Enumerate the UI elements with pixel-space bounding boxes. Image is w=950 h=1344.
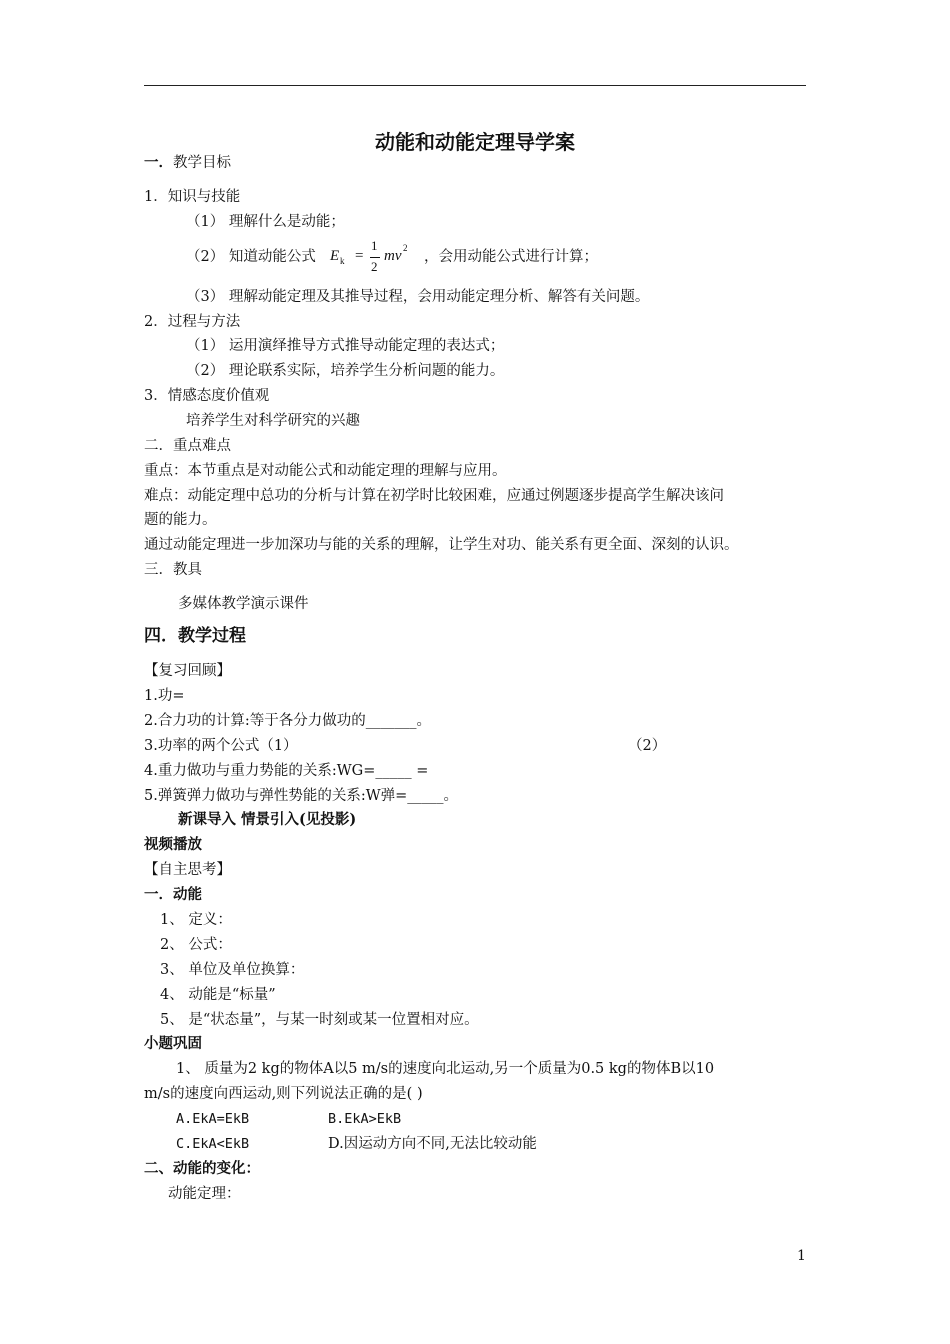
review-item-5: 5.弹簧弹力做功与弹性势能的关系:W弹=_____。: [144, 788, 459, 804]
option-d: D.因运动方向不同,无法比较动能: [328, 1136, 537, 1152]
formula-fraction-bar: [370, 257, 380, 258]
difficulty-line-2: 题的能力。: [144, 512, 217, 528]
section-2-heading: 二．重点难点: [144, 438, 231, 454]
document-title: 动能和动能定理导学案: [375, 130, 575, 154]
ke-item-5: 5、 是“状态量”，与某一时刻或某一位置相对应。: [160, 1012, 479, 1028]
attitude-heading: 3．情感态度价值观: [144, 388, 270, 404]
ke-change-heading: 二、动能的变化：: [144, 1160, 260, 1177]
formula-E: E: [330, 248, 340, 264]
review-item-2: 2.合力功的计算:等于各分力做功的_______。: [144, 713, 431, 729]
goal-2-2: （2） 理论联系实际，培养学生分析问题的能力。: [186, 363, 505, 379]
review-item-3-second: （2）: [628, 738, 667, 754]
key-point: 重点：本节重点是对动能公式和动能定理的理解与应用。: [144, 463, 507, 479]
kinetic-energy-heading: 一．动能: [144, 886, 202, 903]
option-b: B.EkA>EkB: [328, 1111, 402, 1127]
formula-equals: =: [355, 248, 364, 264]
question-1-line-2: m/s的速度向西运动,则下列说法正确的是( ): [144, 1086, 423, 1102]
formula-square: 2: [403, 243, 408, 253]
formula-numerator: 1: [371, 238, 378, 253]
ke-item-3: 3、 单位及单位换算：: [160, 962, 305, 978]
goal-2-1: （1） 运用演绎推导方式推导动能定理的表达式；: [186, 338, 505, 354]
formula-denominator: 2: [371, 259, 378, 274]
goal-3-1: 培养学生对科学研究的兴趣: [186, 413, 360, 429]
self-thinking-heading: 【自主思考】: [144, 862, 231, 878]
quiz-heading: 小题巩固: [144, 1035, 202, 1052]
difficulty-line-1: 难点：动能定理中总功的分析与计算在初学时比较困难，应通过例题逐步提高学生解决该问: [144, 488, 724, 504]
question-1-line-1: 1、 质量为2 kg的物体A以5 m/s的速度向北运动,另一个质量为0.5 kg的物体B以10: [176, 1061, 715, 1077]
new-lesson-intro: 新课导入 情景引入(见投影): [178, 811, 357, 828]
formula-k: k: [340, 256, 345, 266]
header-rule: [144, 85, 806, 86]
section-1-heading: [144, 154, 231, 172]
review-item-1: 1.功=: [144, 688, 185, 704]
section-4-heading: 四．教学过程: [144, 626, 246, 646]
option-c: C.EkA<EkB: [176, 1136, 250, 1152]
goal-1-1: （1） 理解什么是动能；: [186, 214, 345, 230]
goal-1-2-text-end: ，会用动能公式进行计算；: [424, 249, 598, 265]
video-playback: 视频播放: [144, 836, 202, 853]
review-item-4: 4.重力做功与重力势能的关系:WG=_____ =: [144, 763, 429, 779]
section-1-number: 一．: [144, 154, 173, 171]
page-number: 1: [797, 1248, 806, 1264]
option-a: A.EkA=EkB: [176, 1111, 250, 1127]
ke-item-4: 4、 动能是“标量”: [160, 987, 276, 1003]
formula-mv: mv: [384, 248, 402, 264]
section-3-heading: 三．教具: [144, 562, 202, 578]
goal-1-2-text: （2） 知道动能公式: [186, 249, 316, 265]
knowledge-skills-heading: 1．知识与技能: [144, 189, 241, 205]
kinetic-energy-formula: [330, 238, 420, 278]
teaching-aids: 多媒体教学演示课件: [178, 596, 309, 612]
ke-item-2: 2、 公式：: [160, 937, 232, 953]
difficulty-note: 通过动能定理进一步加深功与能的关系的理解，让学生对功、能关系有更全面、深刻的认识。: [144, 537, 739, 553]
section-1-title: 教学目标: [173, 155, 231, 171]
review-heading: 【复习回顾】: [144, 663, 231, 679]
process-method-heading: 2．过程与方法: [144, 314, 241, 330]
review-item-3: 3.功率的两个公式（1）: [144, 738, 298, 754]
goal-1-3: （3） 理解动能定理及其推导过程，会用动能定理分析、解答有关问题。: [186, 289, 650, 305]
ke-theorem-label: 动能定理：: [168, 1186, 241, 1202]
ke-item-1: 1、 定义：: [160, 912, 232, 928]
